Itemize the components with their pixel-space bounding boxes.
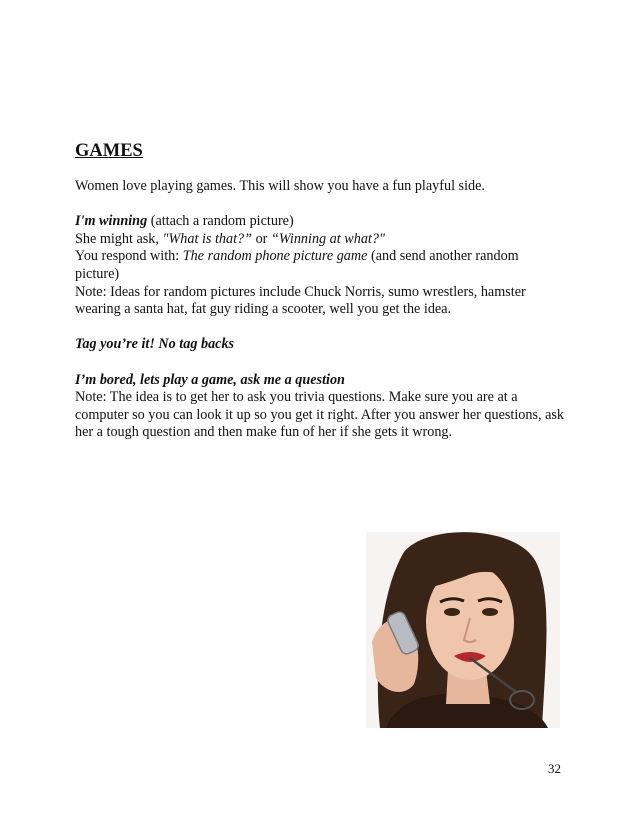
section-heading: GAMES <box>75 141 143 161</box>
ask-mid: or <box>252 230 271 247</box>
page-number: 32 <box>548 761 561 776</box>
ask-prefix: She might ask, <box>75 230 163 247</box>
note-paragraph: Note: Ideas for random pictures include Chuck Norris, sumo wrestlers, hamster wearing a santa hat, fat guy riding a scooter, well you get the idea. <box>75 283 526 318</box>
note-paragraph-2: Note: The idea is to get her to ask you trivia questions. Make sure you are at a computer so you can look it up so you get it right. After you answer her questions, ask her a tough question and then make fun of her if she gets it wrong. <box>75 389 564 441</box>
ask-question-2: “Winning at what?" <box>270 230 385 247</box>
woman-on-phone-photo <box>366 532 560 728</box>
page-content <box>75 141 565 442</box>
respond-prefix: You respond with: <box>75 248 183 265</box>
respond-rest: (and send another random picture) <box>75 248 519 282</box>
item-tag-youre-it: Tag you’re it! No tag backs <box>75 336 235 353</box>
item-im-winning <box>75 213 565 231</box>
item-title-rest: (attach a random picture) <box>147 213 294 230</box>
item-im-bored: I’m bored, lets play a game, ask me a question <box>75 371 345 388</box>
you-respond-line <box>75 248 565 283</box>
respond-italic: The random phone picture game <box>182 248 368 265</box>
intro-paragraph: Women love playing games. This will show you have a fun playful side. <box>75 178 485 194</box>
ask-question-1: "What is that?” <box>162 230 253 247</box>
she-might-ask-line <box>75 231 565 249</box>
item-title: I'm winning <box>75 213 148 230</box>
